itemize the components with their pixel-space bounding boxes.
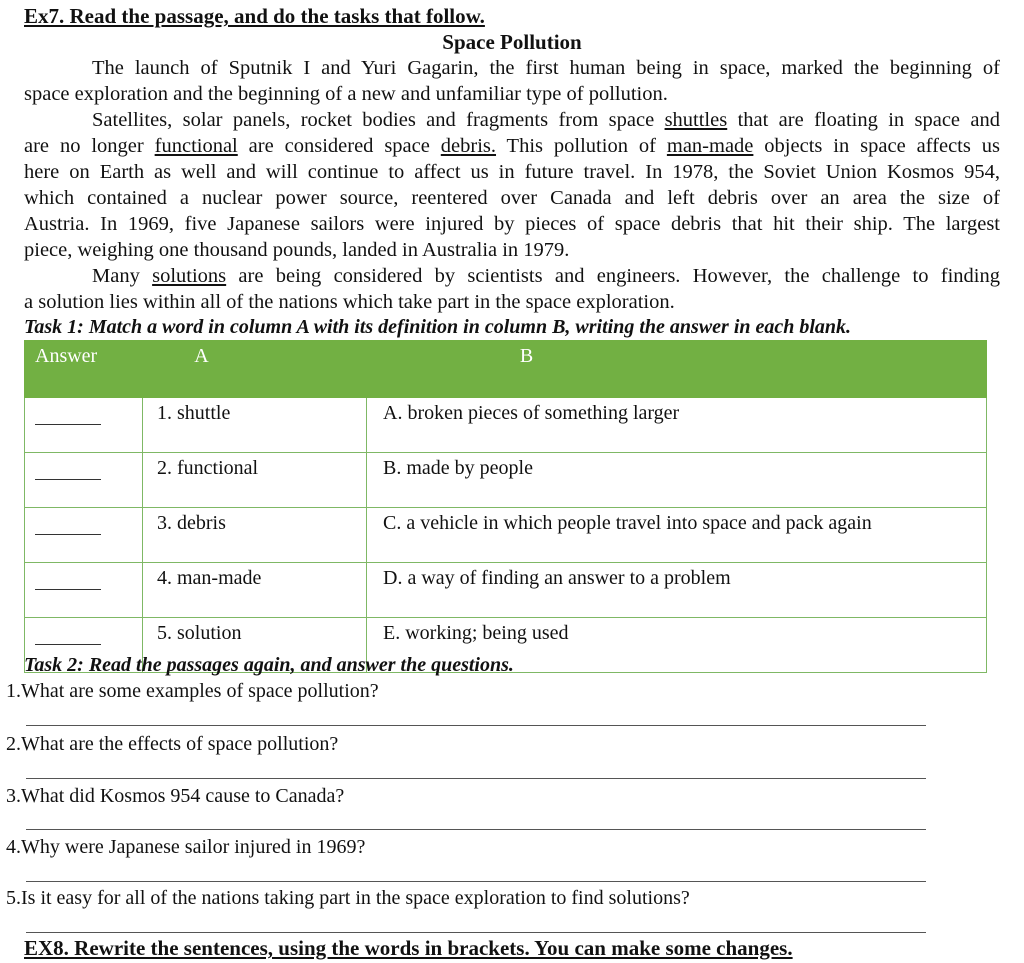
column-a-word: 4. man-made — [143, 563, 367, 618]
column-b-definition: C. a vehicle in which people travel into space and pack again — [367, 508, 987, 563]
header-column-b: B — [367, 341, 987, 398]
column-b-definition: D. a way of finding an answer to a problem — [367, 563, 987, 618]
answer-blank[interactable] — [35, 408, 101, 425]
passage-title: Space Pollution — [442, 30, 582, 54]
passage-line: Austria. In 1969, five Japanese sailors were injured by pieces of space debris that hit their ship. The largest — [24, 213, 1000, 235]
passage-line: Many solutions are being considered by scientists and engineers. However, the challenge to finding — [92, 265, 1000, 287]
table-row — [25, 453, 987, 508]
question-3: 3.What did Kosmos 954 cause to Canada? — [6, 785, 345, 807]
header-column-a: A — [143, 341, 367, 398]
passage-line: space exploration and the beginning of a new and unfamiliar type of pollution. — [24, 83, 668, 105]
column-b-definition: E. working; being used — [367, 618, 987, 673]
column-a-word: 1. shuttle — [143, 398, 367, 453]
column-a-word: 5. solution — [143, 618, 367, 673]
column-b-definition: B. made by people — [367, 453, 987, 508]
answer-blank[interactable] — [35, 463, 101, 480]
answer-line[interactable] — [26, 725, 926, 726]
table-row — [25, 508, 987, 563]
passage-line: piece, weighing one thousand pounds, landed in Australia in 1979. — [24, 239, 570, 261]
table-row — [25, 398, 987, 453]
question-2: 2.What are the effects of space pollution? — [6, 733, 339, 755]
passage-line: a solution lies within all of the nations which take part in the space exploration. — [24, 291, 675, 313]
passage-line: The launch of Sputnik I and Yuri Gagarin, the first human being in space, marked the beginning of — [92, 57, 1000, 79]
underlined-word-debris: debris. — [440, 135, 497, 157]
question-5: 5.Is it easy for all of the nations taking part in the space exploration to find solutions? — [6, 887, 690, 909]
passage-line: Satellites, solar panels, rocket bodies and fragments from space shuttles that are floating in space and — [92, 109, 1000, 131]
question-4: 4.Why were Japanese sailor injured in 1969? — [6, 836, 366, 858]
answer-line[interactable] — [26, 932, 926, 933]
task-2-instruction: Task 2: Read the passages again, and answer the questions. — [24, 654, 514, 676]
passage-line: are no longer functional are considered space debris. This pollution of man-made objects in space affects us — [24, 135, 1000, 157]
exercise-7-title: Ex7. Read the passage, and do the tasks that follow. — [24, 4, 485, 28]
underlined-word-functional: functional — [154, 135, 238, 157]
answer-blank[interactable] — [35, 518, 101, 535]
task-1-instruction: Task 1: Match a word in column A with its definition in column B, writing the answer in each blank. — [24, 316, 852, 338]
column-a-word: 2. functional — [143, 453, 367, 508]
underlined-word-shuttles: shuttles — [664, 109, 728, 131]
passage-line: which contained a nuclear power source, reentered over Canada and left debris over an area the size of — [24, 187, 1000, 209]
answer-blank[interactable] — [35, 628, 101, 645]
table-header-row — [25, 341, 987, 398]
answer-line[interactable] — [26, 829, 926, 830]
passage-line: here on Earth as well and will continue to affect us in future travel. In 1978, the Soviet Union Kosmos 954, — [24, 161, 1000, 183]
answer-line[interactable] — [26, 778, 926, 779]
exercise-8-title: EX8. Rewrite the sentences, using the words in brackets. You can make some changes. — [24, 936, 793, 960]
underlined-word-man-made: man-made — [666, 135, 754, 157]
answer-line[interactable] — [26, 881, 926, 882]
question-1: 1.What are some examples of space pollution? — [6, 680, 379, 702]
table-row — [25, 563, 987, 618]
underlined-word-solutions: solutions — [152, 265, 227, 287]
column-a-word: 3. debris — [143, 508, 367, 563]
column-b-definition: A. broken pieces of something larger — [367, 398, 987, 453]
matching-table — [24, 340, 987, 673]
header-answer: Answer — [25, 341, 143, 398]
answer-blank[interactable] — [35, 573, 101, 590]
